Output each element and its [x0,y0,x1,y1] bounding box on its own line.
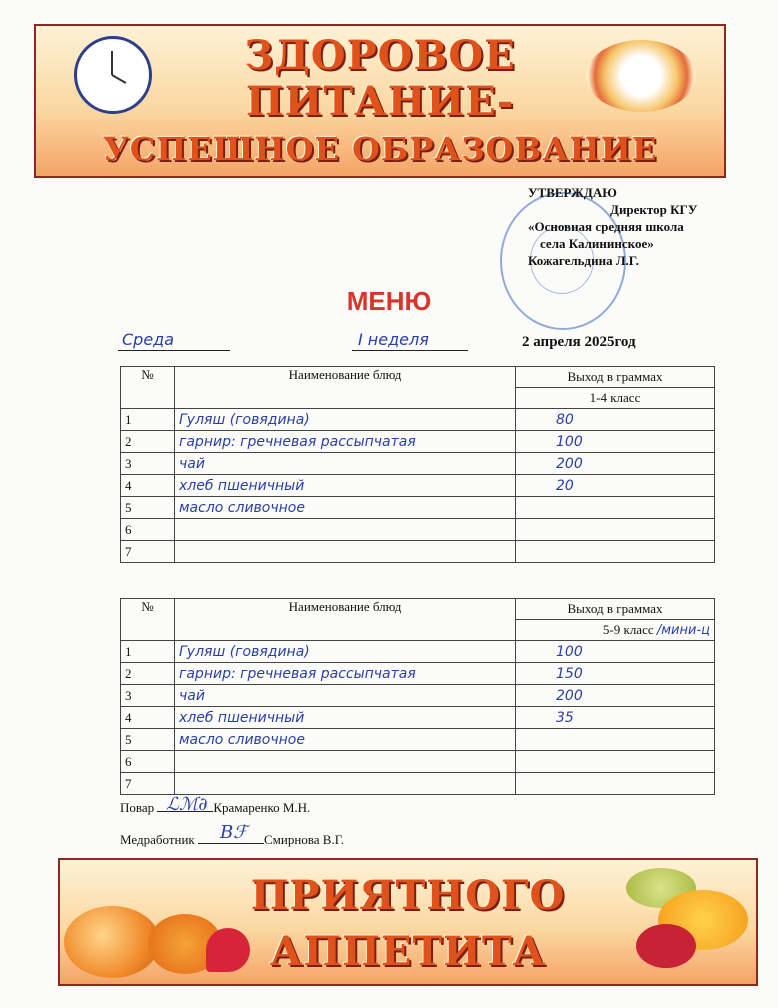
dish-output: 100 [516,431,715,453]
class-subheader-text: 5-9 класс [602,622,654,637]
col-output-header: Выход в граммах [516,599,715,620]
dish-name [175,541,516,563]
cook-label: Повар [120,800,155,815]
row-num: 2 [121,431,175,453]
medic-label: Медработник [120,832,195,847]
table-row [121,663,715,685]
banner-title-line3: УСПЕШНОЕ ОБРАЗОВАНИЕ [102,130,658,168]
row-num: 3 [121,453,175,475]
col-num-header: № [121,367,175,409]
top-banner [34,24,726,178]
class-subheader: 1-4 класс [516,388,715,409]
menu-title: МЕНЮ [346,286,432,316]
day-underline [118,350,230,351]
bottom-banner [58,858,758,986]
class-subheader [516,620,715,641]
dish-name [175,519,516,541]
week-underline [352,350,468,351]
table-row [121,519,715,541]
medic-signature: Вℱ [220,822,248,843]
approval-heading: УТВЕРЖДАЮ [528,185,617,200]
table-row [121,685,715,707]
row-num: 7 [121,773,175,795]
approval-signer: Кожагельдина Л.Г. [528,253,639,268]
medic-name: Смирнова В.Г. [263,832,345,847]
row-num: 7 [121,541,175,563]
row-num: 4 [121,707,175,729]
approval-org: «Основная средняя школа [528,219,684,234]
dish-output: 35 [516,707,715,729]
dish-output: 200 [516,453,715,475]
week-field: I неделя [358,330,429,349]
row-num: 6 [121,751,175,773]
dish-name: Гуляш (говядина) [175,641,516,663]
table-row [121,475,715,497]
row-num: 1 [121,641,175,663]
dish-output: 20 [516,475,715,497]
dish-name [175,773,516,795]
row-num: 6 [121,519,175,541]
table-row [121,751,715,773]
dish-output [516,497,715,519]
menu-table-1-4 [120,366,715,563]
cook-signature-line [120,800,310,816]
table-row [121,773,715,795]
menu-table-5-9 [120,598,715,795]
cook-name: Крамаренко М.Н. [213,800,311,815]
table-row [121,729,715,751]
cook-signature: ℒℳ∂ [166,794,208,815]
table-row [121,409,715,431]
dish-output: 80 [516,409,715,431]
approval-block [528,184,697,269]
dish-name: гарнир: гречневая рассыпчатая [175,663,516,685]
approval-position: Директор КГУ [610,202,698,217]
dish-output [516,729,715,751]
col-name-header: Наименование блюд [175,367,516,409]
table-row [121,497,715,519]
dish-output: 150 [516,663,715,685]
banner-title-line2: ПИТАНИЕ- [245,78,515,125]
table-row [121,707,715,729]
table-row [121,431,715,453]
col-output-header: Выход в граммах [516,367,715,388]
dish-output [516,773,715,795]
dish-name: чай [175,453,516,475]
table-row [121,641,715,663]
col-num-header: № [121,599,175,641]
dish-output [516,541,715,563]
dish-name: гарнир: гречневая рассыпчатая [175,431,516,453]
col-name-header: Наименование блюд [175,599,516,641]
dish-name: чай [175,685,516,707]
dish-name: масло сливочное [175,497,516,519]
dish-output [516,519,715,541]
row-num: 3 [121,685,175,707]
dish-output [516,751,715,773]
row-num: 5 [121,729,175,751]
dish-name [175,751,516,773]
dish-name: Гуляш (говядина) [175,409,516,431]
dish-name: масло сливочное [175,729,516,751]
approval-village: села Калининское» [540,236,654,251]
dish-output: 100 [516,641,715,663]
banner-title-line1: ЗДОРОВОЕ [244,32,516,79]
row-num: 4 [121,475,175,497]
banner-bottom-line2: АППЕТИТА [269,928,547,975]
class-subheader-note: /мини-ц [656,623,710,638]
table-row [121,541,715,563]
dish-name: хлеб пшеничный [175,475,516,497]
row-num: 5 [121,497,175,519]
dish-output: 200 [516,685,715,707]
banner-bottom-line1: ПРИЯТНОГО [250,872,566,919]
menu-date: 2 апреля 2025год [522,334,636,350]
row-num: 1 [121,409,175,431]
row-num: 2 [121,663,175,685]
table-row [121,453,715,475]
day-field: Среда [122,330,175,349]
dish-name: хлеб пшеничный [175,707,516,729]
